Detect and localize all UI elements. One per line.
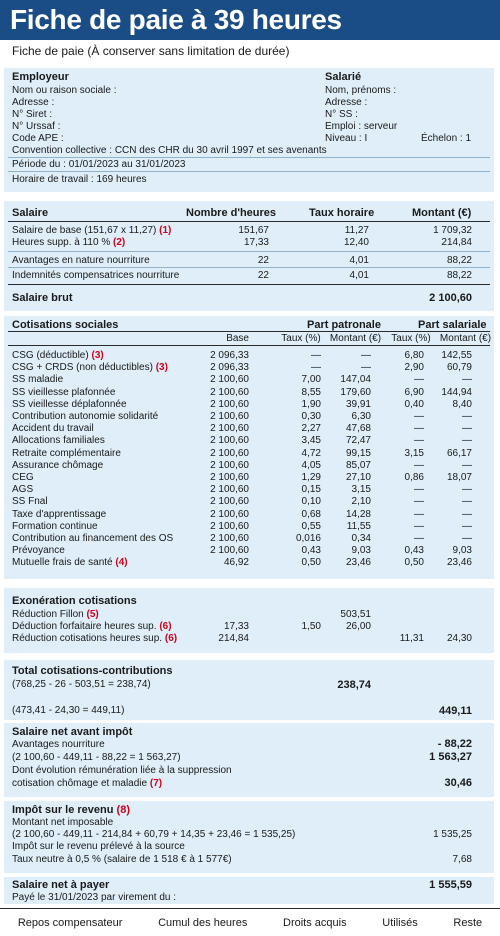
cotisation-row-base: 2 096,33 [210,362,249,374]
divider [8,157,490,158]
exoneration-row-base: 214,84 [218,633,249,644]
cotisation-row-pt: 0,15 [301,484,321,496]
cotisation-row-st: 2,90 [404,362,424,374]
note-ref: (3) [155,362,168,374]
salaire-row-label: Avantages en nature nourriture [12,255,150,266]
cotisation-row-sm: — [462,496,472,508]
cotisation-row-base: 2 100,60 [210,520,249,532]
cotisation-row-base: 2 100,60 [210,447,249,459]
total-section [4,660,494,720]
cotisation-row-pt: 7,00 [301,374,321,386]
note-ref: (6) [164,633,178,644]
cotisation-row-sm: 144,94 [441,386,472,398]
dont-evolution-value: 30,46 [444,777,472,789]
cotisation-row-sm: — [462,435,472,447]
footer-cumul-heures: Cumul des heures [158,916,248,929]
exoneration-row-label: Réduction cotisations heures sup. (6) [12,633,178,644]
convention-collective: Convention collective : CCN des CHR du 30 avril 1997 et ses avenants [12,145,327,156]
cotisation-row-st: 0,40 [404,398,424,410]
cotisation-row-label: Contribution autonomie solidarité [12,411,159,422]
salaire-brut-value: 2 100,60 [429,292,472,304]
salarie-ss: N° SS : [325,109,358,120]
cotisation-row-pm: 99,15 [345,447,371,459]
periode: Période du : 01/01/2023 au 31/01/2023 [12,159,186,170]
montant-net-imposable-label: Montant net imposable [12,817,114,828]
cotisation-row-sm: — [462,459,472,471]
cotisation-row-pt: 2,27 [301,423,321,435]
cotisation-row-label: SS vieillesse déplafonnée [12,398,127,410]
exoneration-heading: Exonération cotisations [12,595,137,607]
cotisation-row-pt: 8,55 [301,386,321,398]
cotisation-row-sm: 18,07 [446,472,472,483]
taux-neutre-value: 7,68 [452,854,472,865]
note-ref: (3) [91,350,104,361]
cotisation-row-label: SS Fnal [12,496,48,508]
cotisation-row-base: 2 100,60 [210,374,249,386]
cotisation-row-sm: — [462,484,472,496]
cotisation-row-sm: 9,03 [452,545,472,557]
note-ref: (4) [115,557,128,569]
exoneration-row-pm: 26,00 [345,621,371,632]
dont-evolution-line2: cotisation chômage et maladie (7) [12,778,163,789]
cotisation-row-base: 2 100,60 [210,533,249,544]
cotisation-row-pm: 47,68 [345,423,371,435]
col-patronal-montant: Montant (€) [329,333,382,344]
total-formula-patronal: (768,25 - 26 - 503,51 = 238,74) [12,679,151,690]
cotisation-row-pm: 39,91 [345,398,371,410]
exoneration-row-st: 11,31 [399,633,424,644]
cotisation-row-pt: 4,72 [301,447,321,459]
cotisation-row-pm: 72,47 [345,435,371,447]
cotisation-row-pm: 27,10 [345,472,371,483]
salarie-heading: Salarié [325,71,362,83]
salaire-row-heures: 151,67 [238,225,269,236]
cotisation-row-st: — [414,435,424,447]
dont-evolution-line1: Dont évolution rémunération liée à la suppression [12,765,232,776]
cotisation-row-sm: 66,17 [446,447,472,459]
cotisation-row-pm: 3,15 [351,484,371,496]
cotisation-row-st: — [414,520,424,532]
total-formula-salarial: (473,41 - 24,30 = 449,11) [12,705,125,716]
cotisation-row-label: SS maladie [12,374,64,386]
salaire-section [4,201,494,311]
footer-droits-acquis: Droits acquis [283,916,347,929]
cotisation-row-sm: — [462,374,472,386]
employeur-siret: N° Siret : [12,109,53,120]
col-patronal-taux: Taux (%) [281,333,321,344]
cotisation-row-label: Formation continue [12,520,98,532]
cotisation-row-label: Taxe d'apprentissage [12,508,107,520]
cotisation-row-pt: 0,50 [301,557,321,569]
cotisation-row-pt: 3,45 [301,435,321,447]
salarie-echelon: Échelon : 1 [421,133,472,144]
employeur-adresse: Adresse : [12,97,55,108]
cotisation-row-st: — [414,533,424,544]
cotisation-row-pt: 0,68 [301,508,321,520]
impot-heading: Impôt sur le revenu (8) [12,804,130,816]
salaire-heading: Salaire [12,207,49,219]
salaire-brut-label: Salaire brut [12,292,73,304]
footer-reste: Reste [453,916,483,929]
cotisation-row-base: 2 096,33 [210,350,249,361]
cotisation-row-label: Prévoyance [12,545,65,557]
net-a-payer-heading: Salaire net à payer [12,879,110,891]
cotisation-row-pm: 6,30 [351,411,371,422]
salaire-row-taux: 11,27 [344,225,369,236]
col-base: Base [226,333,249,344]
salaire-row-montant: 214,84 [441,237,472,248]
cotisation-row-sm: — [462,520,472,532]
cotisation-row-st: — [414,423,424,435]
cotisation-row-base: 2 100,60 [210,459,249,471]
cotisation-row-sm: — [462,411,472,422]
note-ref: (6) [159,621,172,632]
salaire-row-heures: 22 [257,255,269,266]
part-patronale-heading: Part patronale [307,319,381,331]
net-a-payer-value: 1 555,59 [429,879,472,891]
cotisation-row-label: CEG [12,472,34,483]
net-a-payer-section [4,877,494,904]
divider [8,284,490,285]
exoneration-row-base: 17,33 [223,621,249,632]
cotisation-row-base: 46,92 [223,557,249,569]
cotisation-row-label: Accident du travail [12,423,94,435]
cotisation-row-st: 6,90 [404,386,424,398]
page-title: Fiche de paie à 39 heures [0,0,500,40]
cotisation-row-st: 0,86 [404,472,424,483]
employeur-urssaf: N° Urssaf : [12,121,61,132]
net-avant-impot-value: 1 563,27 [429,751,472,763]
cotisation-row-pm: 23,46 [345,557,371,569]
cotisation-row-st: — [414,411,424,422]
total-heading: Total cotisations-contributions [12,665,173,677]
salaire-row-taux: 4,01 [349,255,369,266]
page-subtitle: Fiche de paie (À conserver sans limitation de durée) [12,44,290,58]
salaire-row-label: Salaire de base (151,67 x 11,27) (1) [12,225,172,236]
taux-neutre-label: Taux neutre à 0,5 % (salaire de 1 518 € à 1 577€) [12,854,232,865]
exoneration-row-label: Réduction Fillon (5) [12,609,99,620]
cotisation-row-st: — [414,484,424,496]
avantages-nourriture-label: Avantages nourriture [12,739,105,750]
cotisation-row-sm: — [462,508,472,520]
cotisation-row-pt: 0,10 [301,496,321,508]
exoneration-row-pt: 1,50 [301,621,321,632]
col-taux-horaire: Taux horaire [309,207,375,219]
cotisation-row-label: SS vieillesse plafonnée [12,386,116,398]
cotisation-row-st: 3,15 [404,447,424,459]
cotisation-row-st: 6,80 [404,350,424,361]
cotisation-row-st: — [414,496,424,508]
cotisation-row-label: Retraite complémentaire [12,447,121,459]
impot-section [4,801,494,873]
employeur-ape: Code APE : [12,133,64,144]
divider [8,331,490,332]
exoneration-section [4,588,494,653]
divider [8,221,490,222]
note-ref: (5) [86,609,99,620]
cotisation-row-pm: 9,03 [351,545,371,557]
cotisation-row-base: 2 100,60 [210,472,249,483]
cotisation-row-pm: 11,55 [346,520,371,532]
cotisation-row-base: 2 100,60 [210,411,249,422]
cotisations-section [4,316,494,579]
salaire-row-heures: 17,33 [243,237,269,248]
cotisation-row-pm: — [361,362,371,374]
cotisation-row-label: CSG (déductible) (3) [12,350,104,361]
cotisation-row-st: 0,43 [404,545,424,557]
imposable-value: 1 535,25 [433,829,472,840]
col-montant: Montant (€) [412,207,472,219]
cotisation-row-base: 2 100,60 [210,545,249,557]
cotisation-row-sm: 60,79 [446,362,472,374]
salarie-emploi: Emploi : serveur [325,121,398,132]
cotisation-row-pt: — [311,350,321,361]
cotisation-row-pt: — [311,362,321,374]
cotisation-row-base: 2 100,60 [210,508,249,520]
net-avant-impot-heading: Salaire net avant impôt [12,726,133,738]
salaire-row-montant: 1 709,32 [433,225,472,236]
total-salarial-value: 449,11 [438,705,472,717]
salarie-niveau: Niveau : I [325,133,368,144]
salaire-row-label: Heures supp. à 110 % (2) [12,237,126,248]
cotisation-row-label: Mutuelle frais de santé (4) [12,557,128,569]
cotisation-row-pt: 0,30 [301,411,321,422]
cotisation-row-base: 2 100,60 [210,386,249,398]
salaire-row-taux: 12,40 [343,237,369,248]
cotisation-row-label: Contribution au financement des OS [12,533,174,544]
cotisation-row-pm: 14,28 [345,508,371,520]
part-salariale-heading: Part salariale [418,319,487,331]
avantages-nourriture-value: - 88,22 [437,738,472,750]
cotisation-row-pt: 0,43 [301,545,321,557]
footer-repos-compensateur: Repos compensateur [17,916,123,929]
cotisation-row-base: 2 100,60 [210,496,249,508]
cotisation-row-pt: 1,90 [301,398,321,410]
salaire-row-montant: 88,22 [446,270,472,281]
exoneration-row-pm: 503,51 [340,609,371,620]
net-avant-impot-formula: (2 100,60 - 449,11 - 88,22 = 1 563,27) [12,752,181,763]
paye-le: Payé le 31/01/2023 par virement du : [12,892,176,903]
cotisation-row-pt: 1,29 [301,472,321,483]
total-patronal-value: 238,74 [337,679,371,691]
cotisation-row-pt: 4,05 [301,459,321,471]
cotisation-row-pm: 147,04 [340,374,371,386]
note-ref: (2) [113,237,126,248]
col-nombre-heures: Nombre d'heures [186,207,277,219]
salarie-adresse: Adresse : [325,97,368,108]
cotisation-row-sm: — [462,423,472,435]
salarie-nom: Nom, prénoms : [325,85,397,96]
divider [8,251,490,252]
salaire-row-montant: 88,22 [446,255,472,266]
employeur-heading: Employeur [12,71,69,83]
footer-utilises: Utilisés [382,916,418,929]
cotisation-row-base: 2 100,60 [210,484,249,496]
cotisations-heading: Cotisations sociales [12,319,119,331]
divider [8,267,490,268]
cotisation-row-sm: — [462,533,472,544]
cotisation-row-pm: 85,07 [345,459,371,471]
col-salarial-montant: Montant (€) [439,333,492,344]
cotisation-row-pm: — [361,350,371,361]
cotisation-row-base: 2 100,60 [210,423,249,435]
salaire-row-heures: 22 [257,270,269,281]
imposable-formula: (2 100,60 - 449,11 - 214,84 + 60,79 + 14,35 + 23,46 = 1 535,25) [12,829,296,840]
exoneration-row-sm: 24,30 [446,633,472,644]
divider [8,345,490,346]
net-avant-impot-section [4,723,494,797]
employeur-nom: Nom ou raison sociale : [12,85,117,96]
info-section [4,68,494,192]
cotisation-row-base: 2 100,60 [210,398,249,410]
cotisation-row-pt: 0,55 [301,520,321,532]
cotisation-row-label: CSG + CRDS (non déductibles) (3) [12,362,168,374]
col-salarial-taux: Taux (%) [391,333,431,344]
impot-preleve-label: Impôt sur le revenu prélevé à la source [12,841,185,852]
cotisation-row-pt: 0,016 [295,533,321,544]
cotisation-row-pm: 2,10 [351,496,371,508]
cotisation-row-st: — [414,374,424,386]
horaire: Horaire de travail : 169 heures [12,174,147,185]
cotisation-row-st: — [414,508,424,520]
salaire-row-label: Indemnités compensatrices nourriture [12,270,180,281]
note-ref: (8) [116,804,130,816]
cotisation-row-base: 2 100,60 [210,435,249,447]
exoneration-row-label: Déduction forfaitaire heures sup. (6) [12,621,172,632]
cotisation-row-label: AGS [12,484,34,496]
cotisation-row-pm: 179,60 [340,386,371,398]
repos-compensateur-footer [0,908,500,936]
cotisation-row-sm: 8,40 [452,398,472,410]
note-ref: (1) [159,225,172,236]
cotisation-row-label: Assurance chômage [12,459,104,471]
cotisation-row-pm: 0,34 [351,533,371,544]
salaire-row-taux: 4,01 [349,270,369,281]
note-ref: (7) [149,778,163,789]
cotisation-row-st: — [414,459,424,471]
cotisation-row-sm: 23,46 [446,557,472,569]
cotisation-row-st: 0,50 [404,557,424,569]
cotisation-row-sm: 142,55 [441,350,472,361]
divider [8,171,490,172]
cotisation-row-label: Allocations familiales [12,435,105,447]
